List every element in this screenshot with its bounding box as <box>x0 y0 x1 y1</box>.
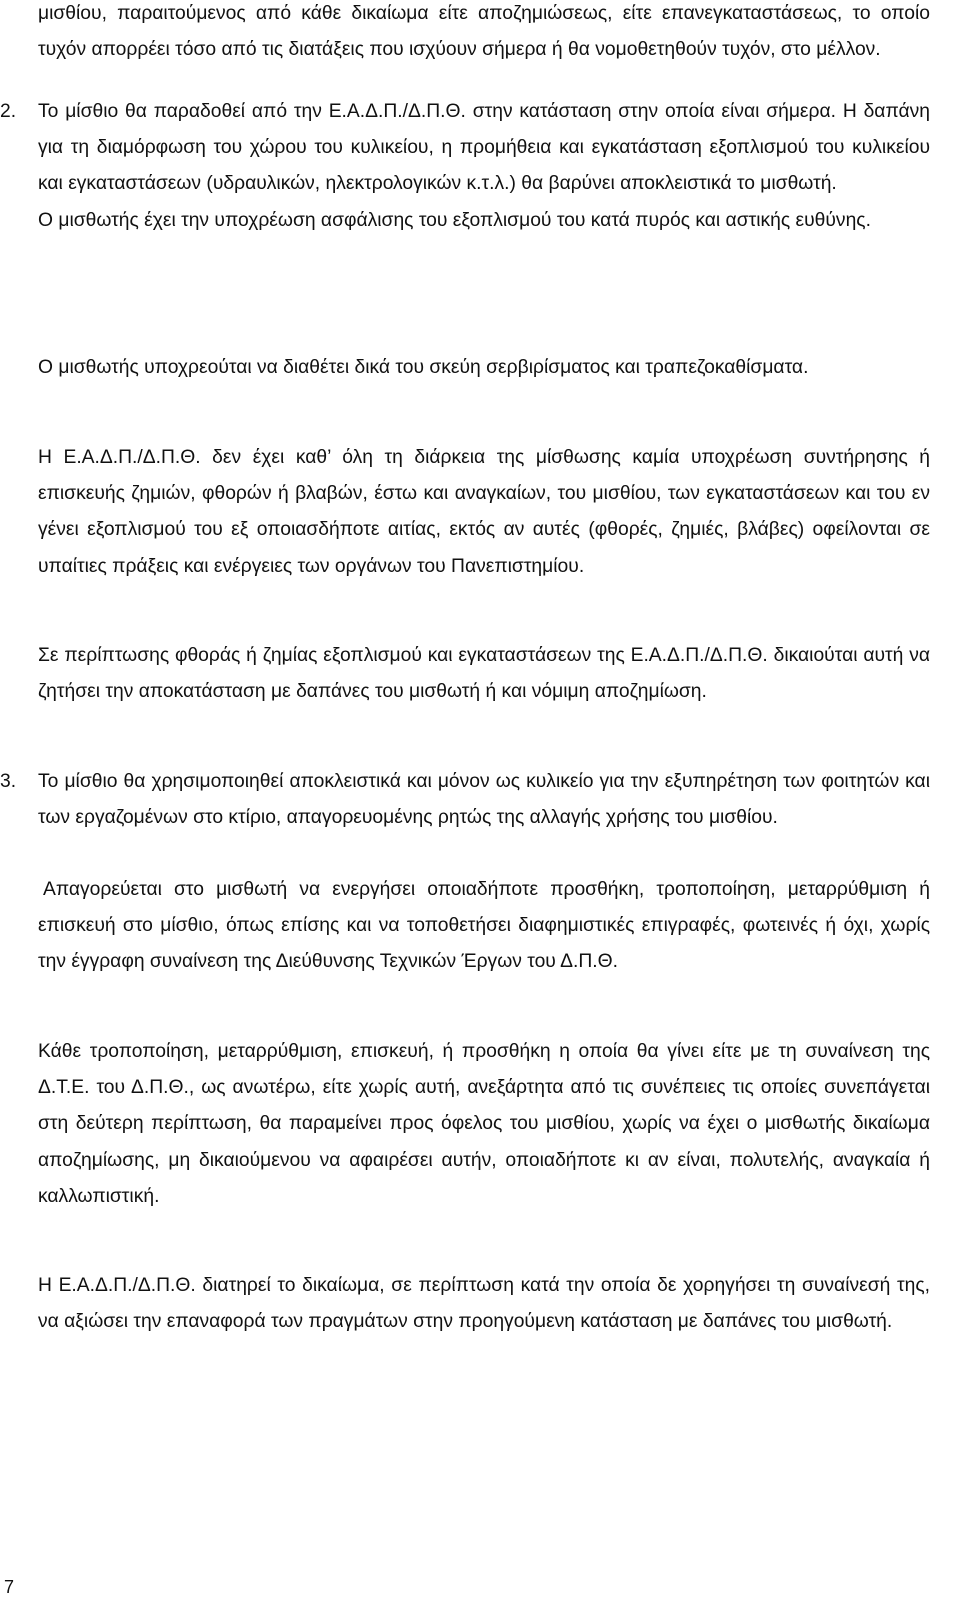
clause-3-number: 3. <box>0 771 17 792</box>
clause-3-prohibition: Απαγορεύεται στο μισθωτή να ενεργήσει οποιαδήποτε προσθήκη, τροποποίηση, μεταρρύθμιση ή επισκευή στο μίσθιο, όπως επίσης και να τοποθετήσει διαφημιστικές επιγραφές, φωτεινές ή όχι, χωρίς την έγγραφη συναίνεση της Διεύθυνσης Τεχνικών Έργων του Δ.Π.Θ. <box>38 879 930 973</box>
clause-3 <box>0 764 930 836</box>
clause-3-restoration: Η Ε.Α.Δ.Π./Δ.Π.Θ. διατηρεί το δικαίωμα, σε περίπτωση κατά την οποία δε χορηγήσει τη συναίνεσή της, να αξιώσει την επαναφορά των πραγμάτων στην προηγούμενη κατάσταση με δαπάνες του μισθωτή. <box>38 1275 930 1333</box>
clause-3-text: Το μίσθιο θα χρησιμοποιηθεί αποκλειστικά και μόνον ως κυλικείο για την εξυπηρέτηση των φοιτητών και των εργαζομένων στο κτίριο, απαγορευομένης ρητώς της αλλαγής χρήσης του μισθίου. <box>38 771 930 829</box>
clause-2-text: Το μίσθιο θα παραδοθεί από την Ε.Α.Δ.Π./Δ.Π.Θ. στην κατάσταση στην οποία είναι σήμερα. Η δαπάνη για τη διαμόρφωση του χώρου του κυλικείου, η προμήθεια και εγκατάσταση εξοπλισμού του κυλικείου και εγκαταστάσεων (υδραυλικών, ηλεκτρολογικών κ.τ.λ.) θα βαρύνει αποκλειστικά το μισθωτή. <box>38 101 930 195</box>
clause-3-modifications: Κάθε τροποποίηση, μεταρρύθμιση, επισκευή, ή προσθήκη η οποία θα γίνει είτε με τη συναίνεση της Δ.Τ.Ε. του Δ.Π.Θ., ως ανωτέρω, είτε χωρίς αυτή, ανεξάρτητα από τις συνέπειες τις οποίες συνεπάγεται στη δεύτερη περίπτωση, θα παραμείνει προς όφελος του μισθίου, χωρίς να έχει ο μισθωτής δικαίωμα αποζημίωσης, μη δικαιούμενου να αφαιρέσει αυτήν, οποιαδήποτε κι αν είναι, πολυτελής, αναγκαία ή καλλωπιστική. <box>38 1041 930 1207</box>
clause-2-damage: Σε περίπτωσης φθοράς ή ζημίας εξοπλισμού και εγκαταστάσεων της Ε.Α.Δ.Π./Δ.Π.Θ. δικαιούται αυτή να ζητήσει την αποκατάσταση με δαπάνες του μισθωτή ή και νόμιμη αποζημίωση. <box>38 645 930 703</box>
clause-2-maintenance: Η Ε.Α.Δ.Π./Δ.Π.Θ. δεν έχει καθ’ όλη τη διάρκεια της μίσθωσης καμία υποχρέωση συντήρησης ή επισκευής ζημιών, φθορών ή βλαβών, έστω και αναγκαίων, του μισθίου, των εγκαταστάσεων και του εν γένει εξοπλισμού του εξ οποιασδήποτε αιτίας, εκτός αν αυτές (φθορές, ζημιές, βλάβες) οφείλονται σε υπαίτιες πράξεις και ενέργειες των οργάνων του Πανεπιστημίου. <box>38 447 930 577</box>
page-number: 7 <box>4 1577 15 1597</box>
clause-2-number: 2. <box>0 101 17 122</box>
continuation-paragraph: μισθίου, παραιτούμενος από κάθε δικαίωμα είτε αποζημιώσεως, είτε επανεγκαταστάσεως, το οποίο τυχόν απορρέει τόσο από τις διατάξεις που ισχύουν σήμερα ή θα νομοθετηθούν τυχόν, στο μέλλον. <box>38 3 930 61</box>
clause-2-tableware: Ο μισθωτής υποχρεούται να διαθέτει δικά του σκεύη σερβιρίσματος και τραπεζοκαθίσματα. <box>38 357 809 378</box>
clause-2 <box>0 94 930 239</box>
clause-2-insurance: Ο μισθωτής έχει την υποχρέωση ασφάλισης του εξοπλισμού του κατά πυρός και αστικής ευθύνης. <box>38 209 871 231</box>
footer-divider <box>0 1573 960 1574</box>
